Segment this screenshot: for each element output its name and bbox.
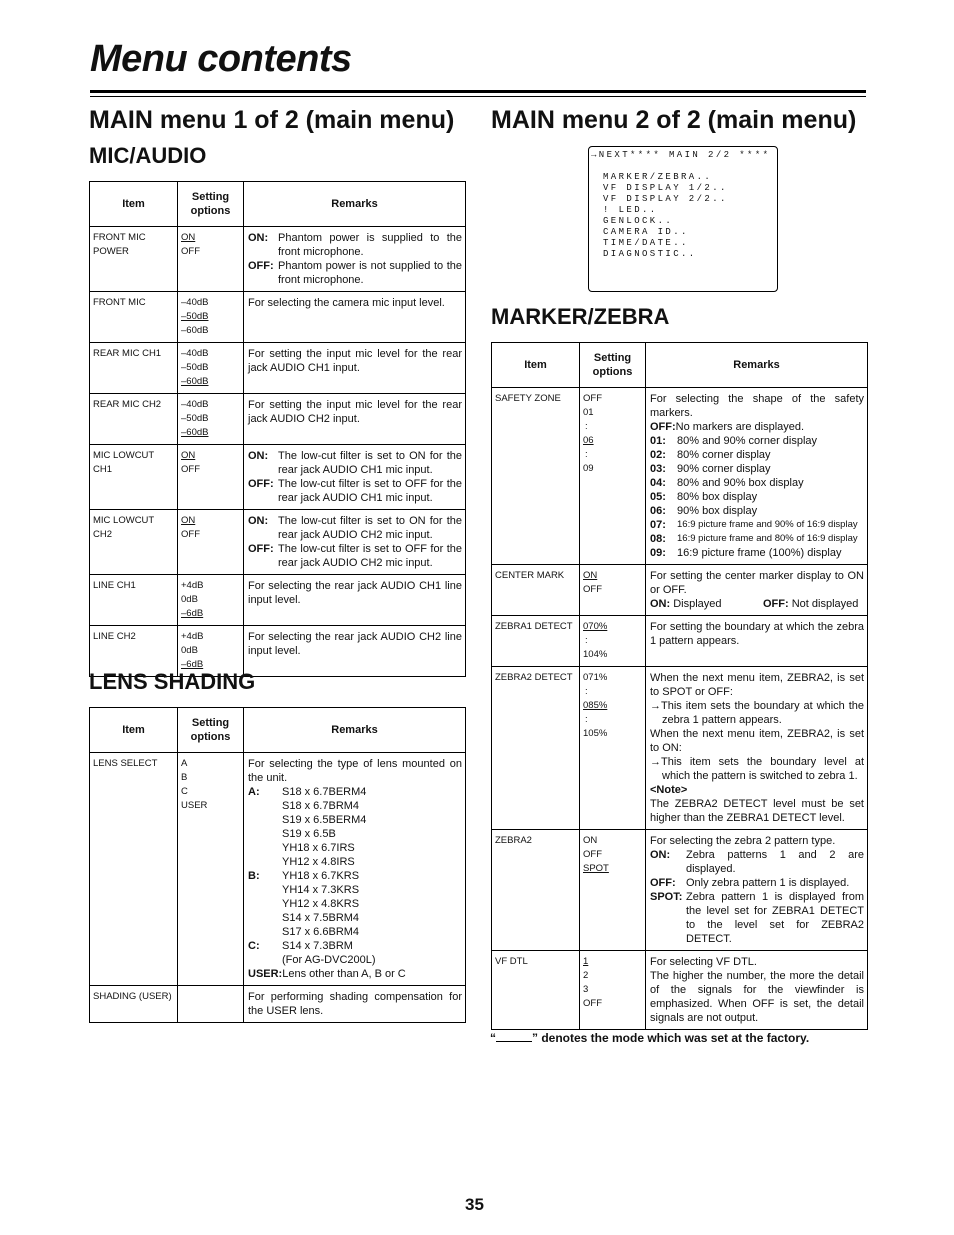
screen-line: TIME/DATE.. (603, 238, 689, 248)
option-value: OFF (181, 464, 200, 475)
safety-code: 06: (650, 505, 666, 517)
lens-model: Lens other than A, B or C (282, 968, 406, 980)
remarks-label: ON: (248, 450, 269, 462)
col-setting: Setting options (178, 708, 244, 753)
remarks-text: Zebra pattern 1 is displayed from the level set for ZEBRA1 DETECT to the level set for ZEBRA2 DETECT. (686, 891, 864, 945)
remarks-text: Displayed (673, 598, 722, 610)
screen-line: DIAGNOSTIC.. (603, 249, 697, 259)
remarks-text: For setting the center marker display to ON or OFF. (650, 570, 864, 596)
option-value: B (181, 772, 188, 783)
item-cell: MIC LOWCUT CH2 (90, 510, 178, 575)
option-value: 09 (583, 463, 594, 474)
lens-group-label: C: (248, 940, 260, 952)
option-value: : (585, 686, 588, 697)
lens-group-label (248, 799, 282, 813)
main1-heading: MAIN menu 1 of 2 (main menu) (89, 106, 455, 134)
remarks-cell (244, 227, 466, 292)
footnote-open-quote: “ (490, 1031, 496, 1045)
lens-model: S14 x 7.3BRM (282, 940, 353, 952)
option-value: A (181, 758, 188, 769)
remarks-text: The low-cut filter is set to ON for the rear jack AUDIO CH2 mic input. (278, 515, 462, 541)
remarks-entry (650, 420, 864, 434)
safety-code: 07: (650, 519, 666, 531)
safety-code: 08: (650, 533, 666, 545)
footnote-underline-sample (496, 1031, 532, 1042)
option-value: OFF (583, 998, 602, 1009)
col-setting: Setting options (178, 182, 244, 227)
lens-entry (248, 967, 462, 981)
safety-entry (650, 546, 864, 560)
safety-desc: 16:9 picture frame (100%) display (677, 547, 842, 559)
item-cell: MIC LOWCUT CH1 (90, 445, 178, 510)
remarks-entry (248, 514, 462, 542)
lens-group-label (248, 883, 282, 897)
safety-entry (650, 448, 864, 462)
option-value: 0dB (181, 645, 198, 656)
title-rule-thin (90, 96, 866, 97)
lens-model: YH12 x 4.8KRS (282, 898, 360, 910)
option-value: OFF (181, 529, 200, 540)
table-row (492, 830, 868, 951)
lens-model: S18 x 6.7BERM4 (282, 786, 367, 798)
option-value: –6dB (181, 608, 204, 619)
table-row (492, 951, 868, 1030)
lens-entry (248, 785, 462, 799)
remarks-cell: For setting the input mic level for the rear jack AUDIO CH1 input. (244, 343, 466, 394)
table-row (90, 445, 466, 510)
title-rule-thick (90, 90, 866, 93)
item-cell: ZEBRA1 DETECT (492, 616, 580, 667)
remarks-cell (244, 445, 466, 510)
remarks-text: When the next menu item, ZEBRA2, is set to SPOT or OFF: (650, 672, 864, 698)
col-item: Item (90, 708, 178, 753)
options-cell (580, 565, 646, 616)
option-value: –50dB (181, 362, 209, 373)
option-value: SPOT (583, 863, 609, 874)
safety-code: 04: (650, 477, 666, 489)
item-cell: SHADING (USER) (90, 986, 178, 1023)
marker-zebra-heading: MARKER/ZEBRA (491, 304, 670, 329)
safety-desc: 90% box display (677, 505, 758, 517)
remarks-cell (646, 565, 868, 616)
safety-entry (650, 518, 864, 532)
option-value: –50dB (181, 311, 209, 322)
lens-entry (248, 883, 462, 897)
lens-shading-heading: LENS SHADING (89, 669, 256, 694)
col-item: Item (90, 182, 178, 227)
safety-desc: 80% and 90% box display (677, 477, 804, 489)
remarks-text: Only zebra pattern 1 is displayed. (686, 877, 850, 889)
item-cell: SAFETY ZONE (492, 388, 580, 565)
options-cell (178, 510, 244, 575)
lens-entry (248, 939, 462, 953)
remarks-text: The low-cut filter is set to OFF for the rear jack AUDIO CH2 mic input. (278, 543, 462, 569)
remarks-label: OFF: (248, 478, 274, 490)
screen-line: GENLOCK.. (603, 216, 674, 226)
lens-group-label: B: (248, 870, 260, 882)
table-row (90, 292, 466, 343)
table-row (90, 986, 466, 1023)
lens-shading-table (89, 707, 466, 1023)
option-value: +4dB (181, 631, 204, 642)
col-remarks: Remarks (646, 343, 868, 388)
table-row (90, 575, 466, 626)
option-value: ON (181, 515, 196, 526)
option-value: OFF (583, 849, 602, 860)
safety-entry (650, 504, 864, 518)
options-cell (178, 343, 244, 394)
lens-model: YH18 x 6.7IRS (282, 842, 355, 854)
safety-desc: 80% corner display (677, 449, 771, 461)
col-setting: Setting options (580, 343, 646, 388)
remarks-label: ON: (248, 232, 269, 244)
screen-line: →NEXT**** MAIN 2/2 **** (591, 150, 771, 160)
screen-line: CAMERA ID.. (603, 227, 689, 237)
option-value: –40dB (181, 348, 209, 359)
mic-audio-table (89, 181, 466, 677)
lens-group-label (248, 855, 282, 869)
factory-default-footnote (490, 1031, 809, 1045)
lens-group-label (248, 911, 282, 925)
option-value: OFF (583, 393, 602, 404)
safety-desc: 16:9 picture frame and 90% of 16:9 display (677, 519, 858, 530)
item-cell: VF DTL (492, 951, 580, 1030)
safety-entry (650, 462, 864, 476)
option-value: 1 (583, 956, 589, 967)
remarks-label: OFF: (763, 598, 789, 610)
lens-entry (248, 841, 462, 855)
options-cell (178, 445, 244, 510)
screen-line (591, 161, 777, 172)
option-value: ON (181, 232, 196, 243)
remarks-text: For selecting the zebra 2 pattern type. (650, 835, 836, 847)
options-cell (178, 394, 244, 445)
option-value: USER (181, 800, 208, 811)
remarks-cell (646, 830, 868, 951)
lens-entry (248, 855, 462, 869)
remarks-cell (646, 951, 868, 1030)
item-cell: ZEBRA2 (492, 830, 580, 951)
lens-group-label (248, 827, 282, 841)
lens-entry (248, 869, 462, 883)
screen-line: ! LED.. (603, 205, 658, 215)
option-value: –40dB (181, 399, 209, 410)
remarks-label: OFF: (248, 543, 274, 555)
main2-heading: MAIN menu 2 of 2 (main menu) (491, 106, 857, 134)
remarks-text: →This item sets the boundary at which the zebra 1 pattern appears. (650, 700, 864, 726)
screen-line: MARKER/ZEBRA.. (603, 172, 713, 182)
remarks-cell: For selecting the rear jack AUDIO CH1 line input level. (244, 575, 466, 626)
remarks-entry (248, 449, 462, 477)
remarks-entry (650, 876, 864, 890)
options-cell (580, 616, 646, 667)
option-value: OFF (583, 584, 602, 595)
note-label: <Note> (650, 784, 688, 796)
options-cell (178, 292, 244, 343)
item-cell: FRONT MIC (90, 292, 178, 343)
remarks-label: ON: (650, 598, 671, 610)
option-value: –40dB (181, 297, 209, 308)
remarks-label: OFF: (248, 260, 274, 272)
lens-model: S14 x 7.5BRM4 (282, 912, 360, 924)
options-cell (178, 753, 244, 986)
item-cell: LINE CH1 (90, 575, 178, 626)
remarks-text: The low-cut filter is set to OFF for the rear jack AUDIO CH1 mic input. (278, 478, 462, 504)
remarks-text: Phantom power is supplied to the front microphone. (278, 232, 462, 258)
lens-group-label: A: (248, 786, 260, 798)
table-row (492, 616, 868, 667)
item-cell: LINE CH2 (90, 626, 178, 677)
option-value: ON (181, 450, 196, 461)
note-text: The ZEBRA2 DETECT level must be set higher than the ZEBRA1 DETECT level. (650, 798, 864, 824)
lens-model: YH12 x 4.8IRS (282, 856, 355, 868)
option-value: –60dB (181, 427, 209, 438)
remarks-label: ON: (650, 849, 671, 861)
lens-group-label (248, 925, 282, 939)
remarks-cell (244, 753, 466, 986)
option-value: –60dB (181, 376, 209, 387)
lens-entry (248, 827, 462, 841)
lens-entry (248, 911, 462, 925)
option-value: +4dB (181, 580, 204, 591)
lens-model: S19 x 6.5B (282, 828, 336, 840)
lens-model: YH14 x 7.3KRS (282, 884, 360, 896)
lens-group-label (248, 953, 282, 967)
safety-code: 03: (650, 463, 666, 475)
safety-code: 01: (650, 435, 666, 447)
remarks-text: For selecting the type of lens mounted on the unit. (248, 758, 462, 784)
options-cell (580, 667, 646, 830)
option-value: 3 (583, 984, 589, 995)
option-value: 0dB (181, 594, 198, 605)
page-title: Menu contents (90, 38, 352, 80)
remarks-text: →This item sets the boundary level at which the pattern is switched to zebra 1. (650, 756, 864, 782)
remarks-entry (248, 477, 462, 505)
options-cell (580, 830, 646, 951)
lens-group-label (248, 897, 282, 911)
col-item: Item (492, 343, 580, 388)
table-row (90, 510, 466, 575)
screen-line: VF DISPLAY 1/2.. (603, 183, 728, 193)
remarks-entry (248, 542, 462, 570)
remarks-label: ON: (248, 515, 269, 527)
marker-zebra-table (491, 342, 868, 1030)
option-value: 105% (583, 728, 608, 739)
safety-desc: 90% corner display (677, 463, 771, 475)
lens-entry (248, 953, 462, 967)
option-value: 06 (583, 435, 594, 446)
remarks-label: OFF: (650, 421, 676, 433)
lens-group-label (248, 813, 282, 827)
lens-group-label (248, 841, 282, 855)
remarks-cell: For selecting the rear jack AUDIO CH2 line input level. (244, 626, 466, 677)
remarks-text: Not displayed (791, 598, 859, 610)
table-row (90, 394, 466, 445)
option-value: : (585, 421, 588, 432)
screen-line: VF DISPLAY 2/2.. (603, 194, 728, 204)
safety-code: 05: (650, 491, 666, 503)
remarks-label: OFF: (650, 877, 676, 889)
remarks-text: No markers are displayed. (675, 421, 805, 433)
options-cell (178, 575, 244, 626)
remarks-cell (646, 667, 868, 830)
option-value: : (585, 635, 588, 646)
safety-desc: 80% box display (677, 491, 758, 503)
remarks-text: The low-cut filter is set to ON for the rear jack AUDIO CH1 mic input. (278, 450, 462, 476)
remarks-entry (248, 259, 462, 287)
table-row (90, 753, 466, 986)
safety-desc: 16:9 picture frame and 80% of 16:9 display (677, 533, 858, 544)
remarks-cell (244, 510, 466, 575)
safety-code: 02: (650, 449, 666, 461)
remarks-cell: For selecting the camera mic input level. (244, 292, 466, 343)
option-value: 085% (583, 700, 608, 711)
remarks-cell: For performing shading compensation for the USER lens. (244, 986, 466, 1023)
mic-audio-heading: MIC/AUDIO (89, 143, 207, 168)
lens-entry (248, 799, 462, 813)
option-value: C (181, 786, 188, 797)
remarks-text: Zebra patterns 1 and 2 are displayed. (686, 849, 864, 875)
col-remarks: Remarks (244, 708, 466, 753)
lens-model: (For AG-DVC200L) (282, 954, 376, 966)
options-cell (178, 227, 244, 292)
safety-entry (650, 532, 864, 546)
remarks-label: SPOT: (650, 891, 683, 903)
item-cell: REAR MIC CH2 (90, 394, 178, 445)
safety-code: 09: (650, 547, 666, 559)
lens-model: YH18 x 6.7KRS (282, 870, 360, 882)
remarks-text: For selecting VF DTL. (650, 956, 757, 968)
remarks-text: Phantom power is not supplied to the front microphone. (278, 260, 462, 286)
safety-entry (650, 434, 864, 448)
options-cell (580, 951, 646, 1030)
safety-entry (650, 490, 864, 504)
option-value: ON (583, 835, 598, 846)
option-value: 2 (583, 970, 589, 981)
option-value: 071% (583, 672, 608, 683)
remarks-entry (650, 848, 864, 876)
option-value: 104% (583, 649, 608, 660)
option-value: –6dB (181, 659, 204, 670)
footnote-text: ” denotes the mode which was set at the factory. (532, 1031, 810, 1045)
item-cell: REAR MIC CH1 (90, 343, 178, 394)
lens-model: S19 x 6.5BERM4 (282, 814, 367, 826)
table-row (90, 227, 466, 292)
option-value: ON (583, 570, 598, 581)
item-cell: FRONT MIC POWER (90, 227, 178, 292)
remarks-cell (646, 388, 868, 565)
option-value: 01 (583, 407, 594, 418)
page-number: 35 (465, 1195, 484, 1214)
lens-group-label: USER: (248, 968, 283, 980)
menu-screen-display (588, 146, 778, 292)
lens-model: S18 x 6.7BRM4 (282, 800, 360, 812)
option-value: : (585, 449, 588, 460)
remarks-text: For selecting the shape of the safety markers. (650, 393, 864, 419)
option-value: –60dB (181, 325, 209, 336)
item-cell: CENTER MARK (492, 565, 580, 616)
option-value: –50dB (181, 413, 209, 424)
lens-model: S17 x 6.6BRM4 (282, 926, 360, 938)
lens-entry (248, 897, 462, 911)
remarks-cell: For setting the input mic level for the rear jack AUDIO CH2 input. (244, 394, 466, 445)
options-cell (178, 986, 244, 1023)
remarks-cell: For setting the boundary at which the zebra 1 pattern appears. (646, 616, 868, 667)
options-cell (580, 388, 646, 565)
option-value: 070% (583, 621, 608, 632)
lens-entry (248, 925, 462, 939)
col-remarks: Remarks (244, 182, 466, 227)
remarks-text: When the next menu item, ZEBRA2, is set to ON: (650, 728, 864, 754)
remarks-entry (650, 890, 864, 946)
remarks-text: The higher the number, the more the detail of the signals for the viewfinder is emphasized. When OFF is set, the detail signals are not output. (650, 970, 864, 1024)
table-row (90, 343, 466, 394)
option-value: OFF (181, 246, 200, 257)
table-row (492, 565, 868, 616)
safety-desc: 80% and 90% corner display (677, 435, 818, 447)
table-row (492, 388, 868, 565)
option-value: : (585, 714, 588, 725)
safety-entry (650, 476, 864, 490)
remarks-entry (248, 231, 462, 259)
item-cell: LENS SELECT (90, 753, 178, 986)
item-cell: ZEBRA2 DETECT (492, 667, 580, 830)
table-row (492, 667, 868, 830)
lens-entry (248, 813, 462, 827)
